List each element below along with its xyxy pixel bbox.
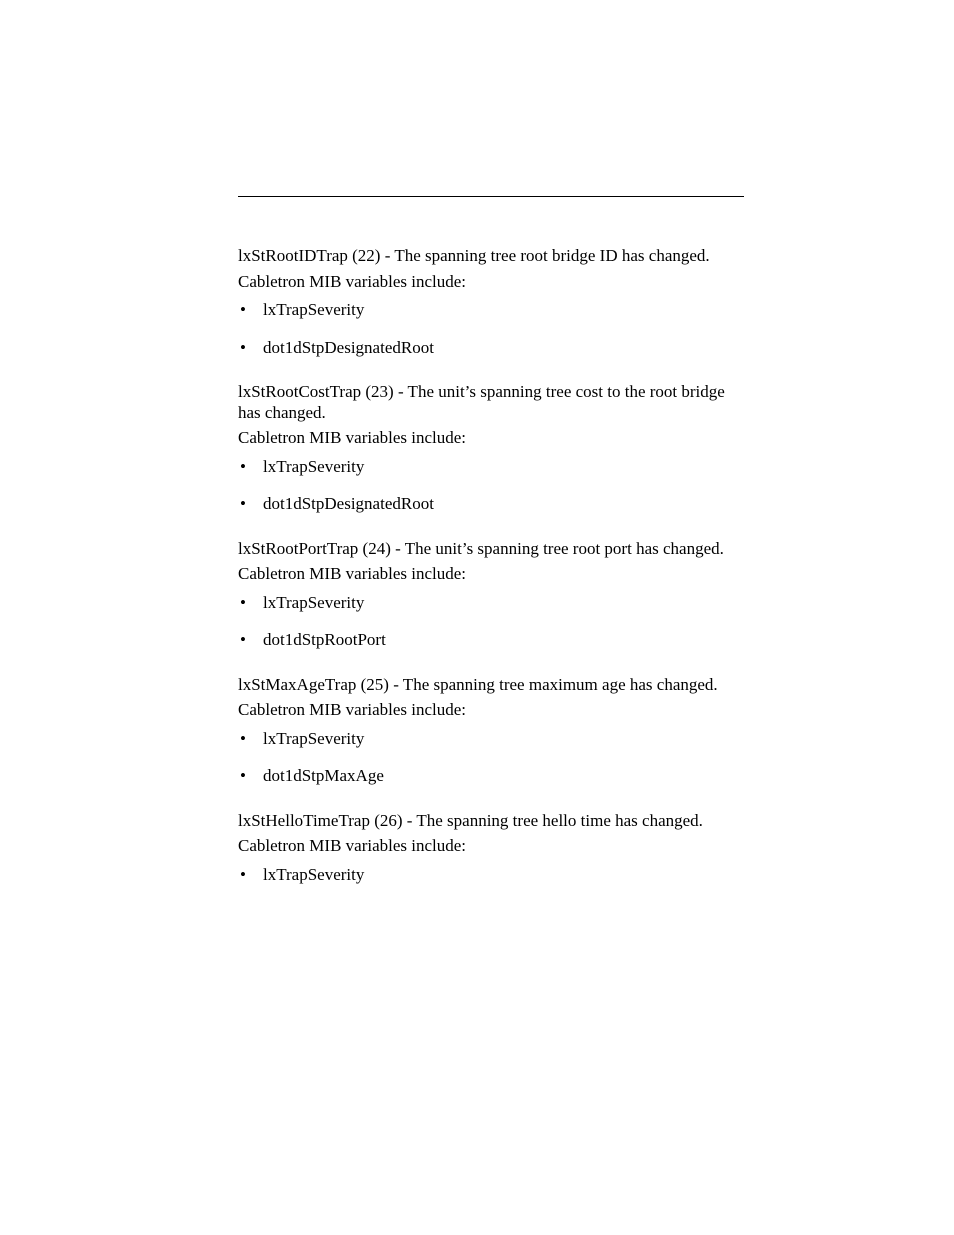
bullet-icon: • [240,728,246,748]
variable-name: lxTrapSeverity [263,300,365,319]
list-item [238,457,728,478]
list-item [238,593,728,614]
variable-name: dot1dStpMaxAge [263,766,384,785]
variable-name: lxTrapSeverity [263,456,365,476]
trap-entry [238,811,728,886]
bullet-icon: • [240,456,246,476]
trap-entry [238,382,728,515]
bullet-icon: • [240,300,246,319]
variable-list [238,729,728,787]
trap-list [238,246,728,909]
bullet-icon: • [240,494,246,513]
trap-entry [238,539,728,651]
variable-name: lxTrapSeverity [263,592,365,612]
list-item [238,300,728,321]
variables-intro: Cabletron MIB variables include: [238,564,467,583]
variable-name: dot1dStpDesignatedRoot [263,337,434,357]
variable-list [238,593,728,651]
trap-entry [238,246,728,358]
variable-name: lxTrapSeverity [263,864,365,884]
trap-description: lxStRootIDTrap (22) - The spanning tree root bridge ID has changed. [238,246,710,265]
variable-name: dot1dStpDesignatedRoot [263,494,434,513]
variables-intro: Cabletron MIB variables include: [238,700,467,719]
bullet-icon: • [240,766,246,785]
header-rule [238,196,744,197]
list-item [238,630,728,651]
list-item [238,338,728,359]
variable-name: dot1dStpRootPort [263,630,386,649]
list-item [238,865,728,886]
trap-entry [238,675,728,787]
trap-description: lxStRootCostTrap (23) - The unit’s spanning tree cost to the root bridge has changed. [238,382,725,422]
trap-description: lxStHelloTimeTrap (26) - The spanning tree hello time has changed. [238,810,703,830]
list-item [238,729,728,750]
variable-name: lxTrapSeverity [263,728,365,748]
variables-intro: Cabletron MIB variables include: [238,271,467,291]
trap-description: lxStMaxAgeTrap (25) - The spanning tree maximum age has changed. [238,674,718,694]
bullet-icon: • [240,864,246,884]
list-item [238,494,728,515]
variable-list [238,457,728,515]
variable-list [238,300,728,358]
variables-intro: Cabletron MIB variables include: [238,836,467,855]
trap-description: lxStRootPortTrap (24) - The unit’s spanning tree root port has changed. [238,538,724,558]
bullet-icon: • [240,630,246,649]
bullet-icon: • [240,592,246,612]
bullet-icon: • [240,337,246,357]
variable-list [238,865,728,886]
variables-intro: Cabletron MIB variables include: [238,428,467,447]
list-item [238,766,728,787]
